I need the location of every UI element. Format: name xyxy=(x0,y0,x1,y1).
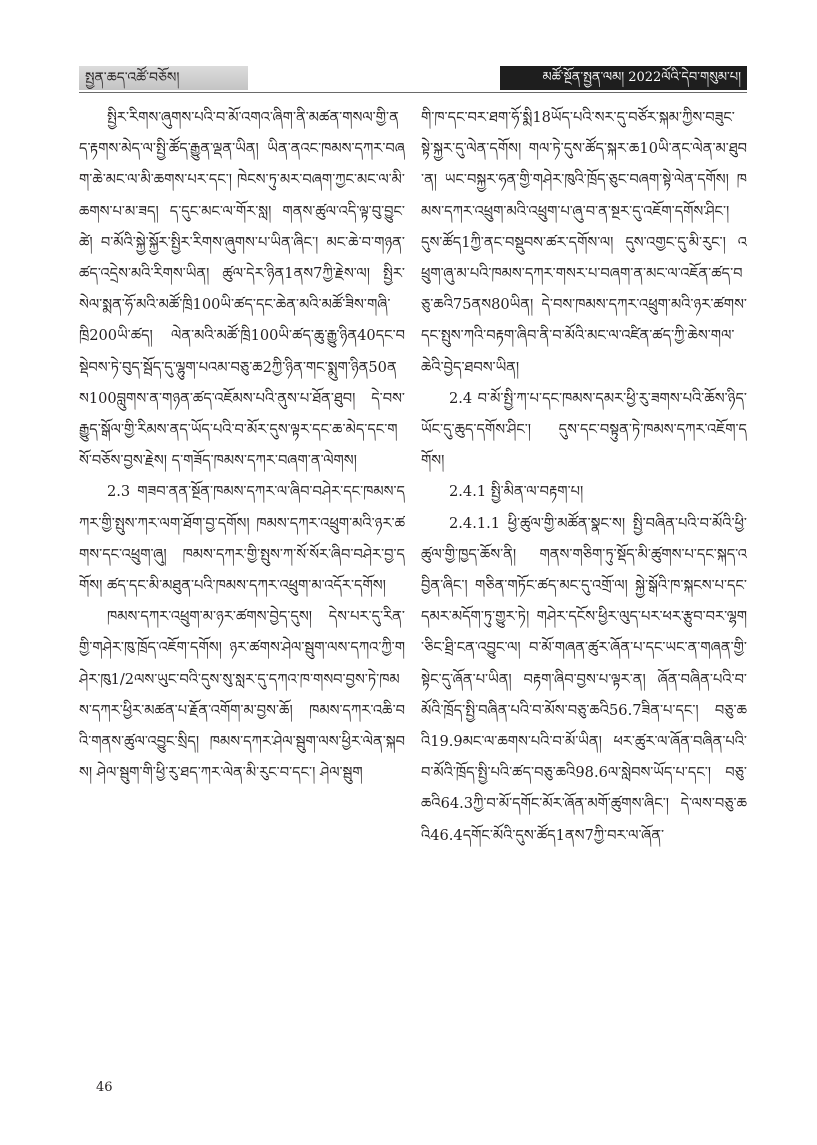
right-column xyxy=(421,102,747,1067)
paragraph-storage: ཁམས་དཀར་འཕྲུག་མ་ཉར་ཚགས་བྱེད་དུས། དེས་པར་དུ་རིན་གྱི་གཤེར་ཁུ་ཁྲོད་འཇོག་དགོས། ཉར་ཚགས་ཤེལ་སྦུག་ལས་དཀའ་ཀྱི་གཤེར་ཁུ1/2ལས་ཡུང་བའི་དུས་སུ་སླར་དུ་དཀའ་ཁ་གསབ་བྱས་ཏེ་ཁམས་དཀར་ཕྱིར་མཚན་པ་རྗོན་འགོག་མ་བྱས་ཆོ། ཁམས་དཀར་འཆི་བའི་གནས་ཚུལ་འབྱུང་སྲིད། ཁམས་དཀར་ཤེལ་སྦུག་ལས་ཕྱིར་ལེན་སྐབས། ཤེལ་སྦུག་གི་ཕྱི་རུ་ཐད་ཀར་ལེན་མི་རུང་བ་དང་། ཤེལ་སྦུག xyxy=(79,608,405,782)
running-header-section: སྤྱན་ཆད་འཚོ་བཅོས། xyxy=(79,66,248,90)
left-column xyxy=(79,102,405,1067)
paragraph-continuation: གི་ཁ་དང་བར་ཐག་ཧོ་སྨི18ཡོད་པའི་སར་དུ་བཙོར་སྐམ་ཀྱིས་བཟུང་སྟེ་སྐྱར་དུ་ལེན་དགོས། གལ་ཏེ་དུས་ཚོད་སྐར་ཆ10ཡི་ནང་ལེན་མ་ཐུབ་ན། ཡང་བསྐྱར་ཧན་གྱི་གཤེར་ཁུའི་ཁྲོད་ཅུང་བཞག་སྟེ་ལེན་དགོས། ཁམས་དཀར་འཕྲུག་མའི་འཕྲུག་པ་ཞུ་བ་ན་སྔར་དུ་འཇོག་དགོས་ཤིང་། དུས་ཚོད1ཀྱི་ནང་བསྡུབས་ཚར་དགོས་ལ། དུས་འགྱང་དུ་མི་རུང་། འཕྲུག་ཞུ་མ་པའི་ཁམས་དཀར་གསར་པ་བཞག་ན་མང་ལ་འཇོན་ཚད་བཅུ་ཆའི75ནས80ཡིན། དེ་བས་ཁམས་དཀར་འཕྲུག་མའི་ཉར་ཚགས་དང་སྤུས་ཀའི་བརྟག་ཞིབ་ནི་བ་མོའི་མང་ལ་འཛིན་ཚད་ཀྱི་ཆེས་གལ་ཆེའི་བྱེད་ཐབས་ཡིན། xyxy=(421,109,747,376)
running-header-journal: མཚོ་སྔོན་སྤྱན་ལམ། 2022ལོའི་དེབ་གསུམ་པ། xyxy=(500,66,747,90)
subsection-2-4-1-heading: 2.4.1 སྤྱི་མིན་ལ་བརྟག་པ། xyxy=(449,483,584,501)
section-2-4: 2.4 བ་མོ་སྤྱི་ཀ་པ་དང་ཁམས་དམར་ཕྱི་རུ་ཟགས་པའི་ཆོས་ཉིད་ཡོང་དུ་ཆུད་དགོས་ཤིང་། དུས་དང་བསྟུན་ཏེ་ཁམས་དཀར་འཇོག་དགོས། xyxy=(421,389,747,470)
header-rule xyxy=(79,92,747,93)
section-2-3: 2.3 གཟབ་ནན་སྔོན་ཁམས་དཀར་ལ་ཞིབ་བཤེར་དང་ཁམས་དཀར་གྱི་སྤུས་ཀར་ལག་ཐོག་བྱ་དགོས། ཁམས་དཀར་འཕྲུག་མའི་ཉར་ཚགས་དང་འཕྲུག་ཞུ། ཁམས་དཀར་གྱི་སྤུས་ཀ་སོ་སོར་ཞིབ་བཤེར་བྱ་དགོས། ཚད་དང་མི་མཐུན་པའི་ཁམས་དཀར་འཕྲུག་མ་འདོར་དགོས། xyxy=(79,483,405,595)
paragraph-2-4-1-1: 2.4.1.1 ཕྱི་ཚུལ་གྱི་མཚོན་སྣང་ས། སྤྱི་བཞིན་པའི་བ་མོའི་ཕྱི་ཚུལ་གྱི་ཁྱད་ཆོས་ནི། གནས་གཅིག་ཏུ་སྡོད་མི་ཚུགས་པ་དང་སྐད་འབྱིན་ཞིང་། གཅིན་གཏོང་ཚད་མང་དུ་འགྲོ་ལ། སྐྱེ་སྒོའི་ཁ་སྐངས་པ་དང་དམར་མདོག་ཏུ་གྱུར་ཏེ། གཤེར་དངོས་ཕྱིར་ལུད་པར་ཕར་རྩུབ་བར་ལྷག་ཅིང་ཐྲི་ངན་འབྱུང་ལ། བ་མོ་གཞན་ཚུར་ཞོན་པ་དང་ཡང་ན་གཞན་གྱི་སྟེང་དུ་ཞོན་པ་ཡིན། བརྟག་ཞིབ་བྱས་པ་ལྟར་ན། ཞོན་བཞིན་པའི་བ་མོའི་ཁྲོད་སྤྱི་བཞིན་པའི་བ་མོས་བཅུ་ཆའི56.7ཟིན་པ་དང་། བཅུ་ཆའི19.9མང་ལ་ཆགས་པའི་བ་མོ་ཡིན། ཕར་ཚུར་ལ་ཞོན་བཞིན་པའི་བ་མོའི་ཁྲོད་སྤྱི་པའི་ཚད་བཅུ་ཆའི98.6ལ་སླེབས་ཡོད་པ་དང་། བཅུ་ཆའི64.3ཀྱི་བ་མོ་དགོང་མོར་ཞོན་མགོ་ཚུགས་ཞིང་། དེ་ལས་བཅུ་ཆའི46.4དགོང་མོའི་དུས་ཚོད1ནས7ཀྱི་བར་ལ་ཞོན་ xyxy=(421,514,747,844)
page-number: 46 xyxy=(96,1080,113,1095)
paragraph-intro: སྤྱིར་རིགས་ཞུགས་པའི་བ་མོ་འགའ་ཞིག་ནི་མཚན་གསལ་གྱི་ནད་རྟགས་མེད་ལ་སྤྱི་ཚོད་རྒྱུན་ལྡན་ཡིན། ཡིན་ནའང་ཁམས་དཀར་བཞག་ཆེ་མང་ལ་མི་ཆགས་པར་དང་། ཁེངས་ཏུ་མར་བཞག་ཀྱང་མང་ལ་མི་ཆགས་པ་མ་ཟད། ད་དུང་མང་ལ་གོར་སླ། གནས་ཚུལ་འདི་ལྟ་བུ་བྱུང་ཚེ། བ་མོའི་སྐྱེ་སྐྱོར་སྤྱིར་རིགས་ཞུགས་པ་ཡིན་ཞིང་། མང་ཆེ་བ་གཉན་ཚད་འདྲེས་མའི་རིགས་ཡིན། ཚུལ་དེར་ཉིན1ནས7ཀྱི་རྗེས་ལ། སྤྱིར་སེལ་སྨན་ཧོ་མའི་མཚོ་ཁྲི100ཡི་ཚད་དང་ཆེན་མའི་མཚོ་ཟིས་གཞི་ཁྲི200ཡི་ཚད། ལེན་མའི་མཚོ་ཁྲི100ཡི་ཚད་ཆུ་རྒྱུ་ཉིན40དང་བསྡེབས་ཏེ་བུད་སྦོད་དུ་ལྷུག་པའམ་བཅུ་ཆ2ཀྱི་ཉིན་གང་སྨུག་ཉིན50ནས100བླུགས་ན་གཉན་ཚད་འཇོམས་པའི་ནུས་པ་ཐོན་ཐུབ། དེ་བས་རྒྱུད་སྒོལ་གྱི་རིམས་ནད་ཡོད་པའི་བ་མོར་དུས་ལྟར་དང་ཆ་མེད་དང་གསོ་བཅོས་བྱས་རྗེས། ད་གཟོད་ཁམས་དཀར་བཞག་ན་ལེགས། xyxy=(79,109,405,470)
